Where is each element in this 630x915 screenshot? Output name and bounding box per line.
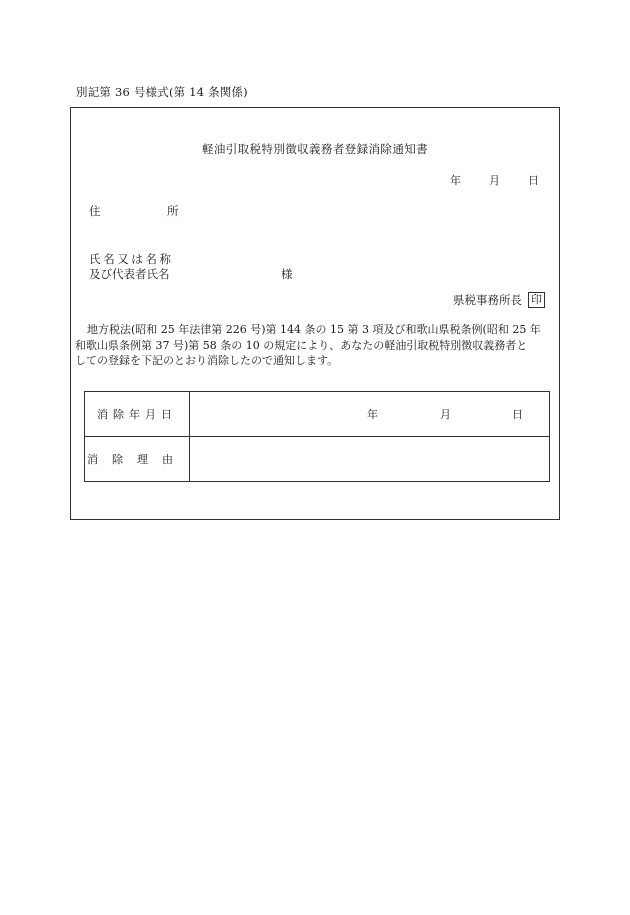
cancellation-date-field	[190, 392, 550, 437]
address-label-char-1: 住	[89, 204, 101, 218]
notice-body	[75, 322, 555, 369]
notice-body-line1: 地方税法(昭和 25 年法律第 226 号)第 144 条の 15 第 3 項及び和歌山県税条例(昭和 25 年	[87, 323, 541, 336]
seal-mark: 印	[528, 292, 545, 308]
form-reference: 別記第 36 号様式(第 14 条関係)	[76, 85, 248, 99]
table-row	[85, 437, 550, 482]
issue-date	[450, 172, 539, 188]
name-label-line1: 氏名又は名称	[89, 252, 174, 266]
address-label-char-2: 所	[167, 204, 179, 218]
address-label	[89, 203, 179, 219]
issuer-block	[453, 292, 545, 308]
table-row	[85, 392, 550, 437]
cancellation-day: 日	[512, 408, 523, 421]
issue-date-year: 年	[450, 174, 461, 187]
cancellation-month: 月	[440, 408, 451, 421]
notice-body-line2: 和歌山県条例第 37 号)第 58 条の 10 の規定により、あなたの軽油引取税特別徴収義務者と	[75, 338, 528, 352]
notice-body-line3: しての登録を下記のとおり消除したので通知します。	[75, 354, 339, 367]
document-title: 軽油引取税特別徴収義務者登録消除通知書	[201, 142, 429, 156]
cancellation-reason-field	[190, 437, 550, 482]
cancellation-reason-label: 消除理由	[85, 437, 190, 482]
issuer-title: 県税事務所長	[453, 293, 522, 307]
cancellation-date-label: 消除年月日	[85, 392, 190, 437]
cancellation-table	[84, 391, 550, 482]
name-label-line2: 及び代表者氏名	[89, 267, 170, 281]
issue-date-month: 月	[489, 174, 500, 187]
notice-frame	[70, 107, 560, 520]
issue-date-day: 日	[528, 174, 539, 187]
cancellation-year: 年	[367, 408, 378, 421]
honorific: 様	[281, 267, 293, 281]
